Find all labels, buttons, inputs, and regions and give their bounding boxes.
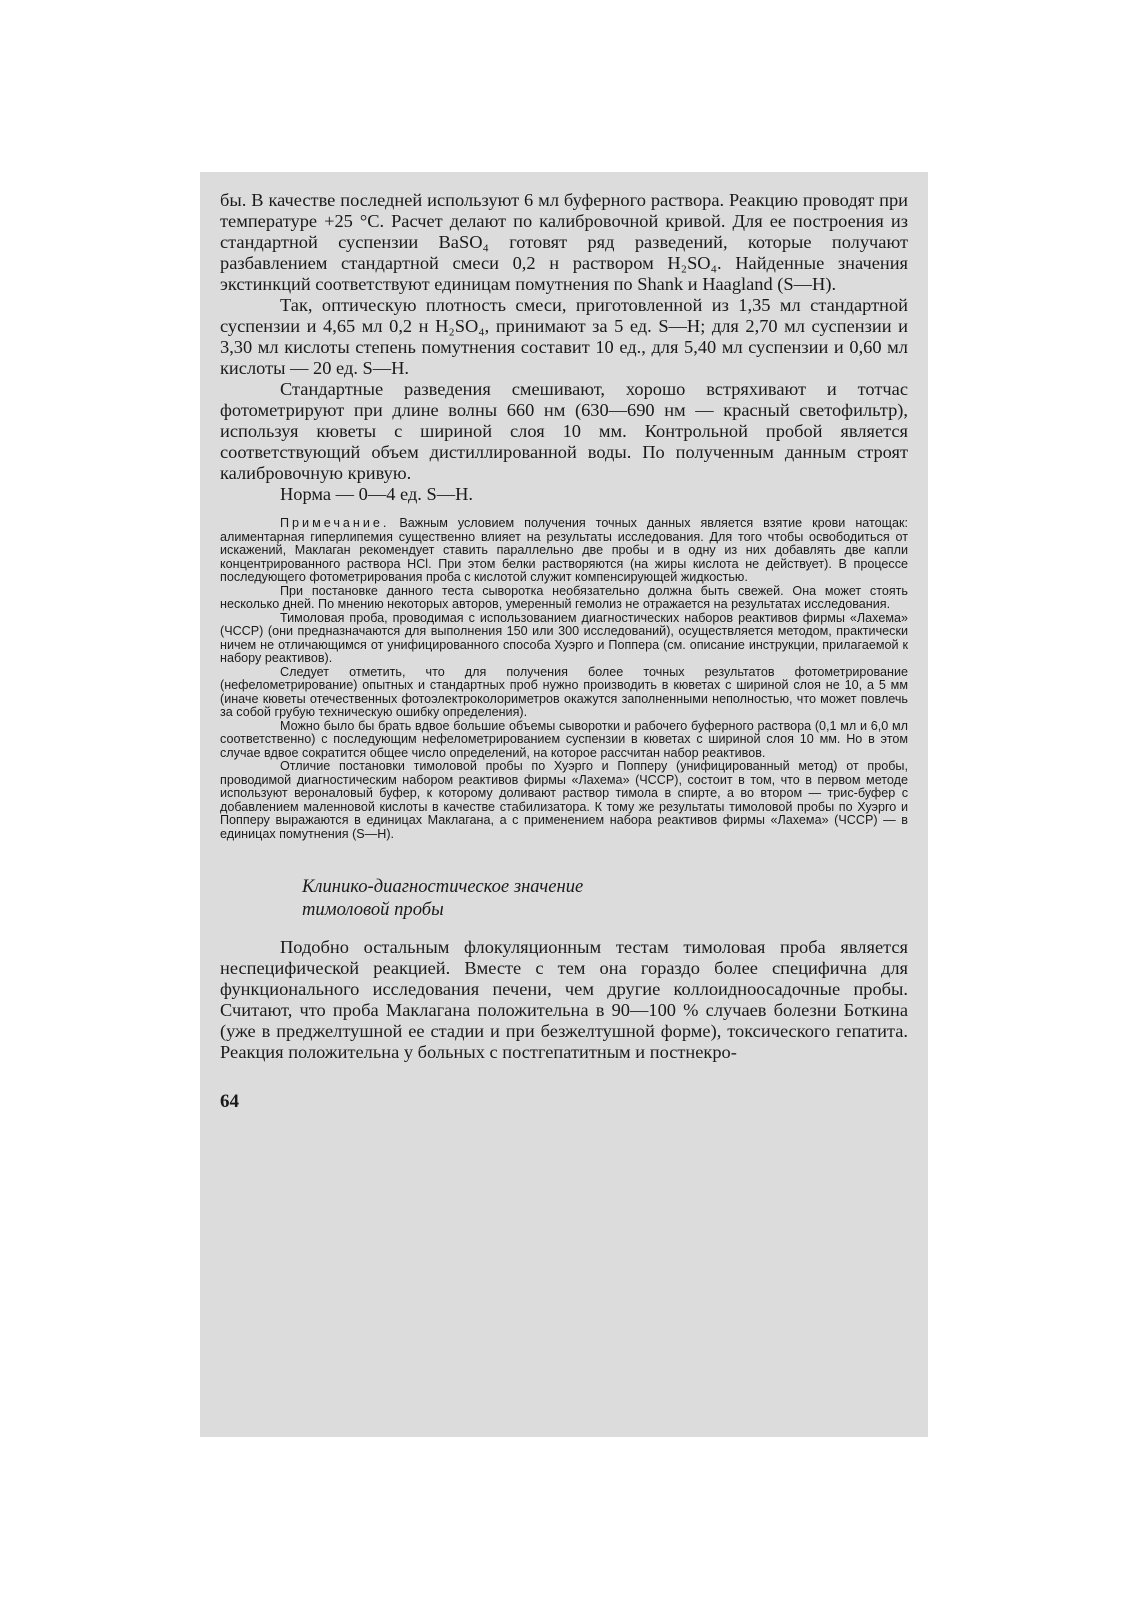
note-label: Примечание.	[280, 516, 390, 530]
paragraph-3: Стандартные разведения смешивают, хорошо встряхивают и тотчас фотометрируют при длине волны 660 нм (630—690 нм — красный светофильтр), используя кюветы с шириной слоя 10 мм. Контрольной пробой является соответствующий объем дистиллированной воды. По полученным данным строят калибровочную кривую.	[220, 379, 908, 483]
note-paragraph-6: Отличие постановки тимоловой пробы по Хуэрго и Попперу (унифицированный метод) от пробы, проводимой диагностическим набором реактивов фирмы «Лахема» (ЧССР), состоит в том, что в первом методе используют вероналовый буфер, к которому доливают раствор тимола в спирте, а во втором — трис-буфер с добавлением маленновой кислоты в качестве стабилизатора. К тому же результаты тимоловой пробы по Хуэрго и Попперу выражаются в единицах Маклагана, а с применением набора реактивов фирмы «Лахема» (ЧССР) — в единицах помутнения (S—H).	[220, 759, 908, 841]
body-section-top	[220, 190, 908, 505]
paragraph-2: Так, оптическую плотность смеси, приготовленной из 1,35 мл стандартной суспензии и 4,65 мл 0,2 н H₂SO₄, принимают за 5 ед. S—H; для 2,70 мл суспензии и 3,30 мл кислоты степень помутнения составит 10 ед., для 5,40 мл суспензии и 0,60 мл кислоты — 20 ед. S—H.	[220, 295, 908, 378]
note-paragraph-2: При постановке данного теста сыворотка необязательно должна быть свежей. Она может стоять несколько дней. По мнению некоторых авторов, умеренный гемолиз не отражается на результатах исследования.	[220, 583, 908, 611]
paragraph-clinical: Подобно остальным флокуляционным тестам тимоловая проба является неспецифической реакцией. Вместе с тем она гораздо более специфична для функционального исследования печени, чем другие коллоидноосадочные пробы. Считают, что проба Маклагана положительна в 90—100 % случаев болезни Боткина (уже в преджелтушной ее стадии и при безжелтушной форме), токсического гепатита. Реакция положительна у больных с постгепатитным и постнекро-	[220, 937, 908, 1062]
section-heading-line-2: тимоловой пробы	[302, 899, 444, 920]
paragraph-1: бы. В качестве последней используют 6 мл буферного раствора. Реакцию проводят при температуре +25 °С. Расчет делают по калибровочной кривой. Для ее построения из стандартной суспензии BaSO₄ готовят ряд разведений, которые получают разбавлением стандартной смеси 0,2 н раствором H₂SO₄. Найденные значения экстинкций соответствуют единицам помутнения по Shank и Haagland (S—H).	[220, 190, 908, 294]
section-heading-line-1: Клинико-диагностическое значение	[302, 876, 584, 897]
body-section-bottom	[220, 937, 908, 1063]
note-paragraph-5: Можно было бы брать вдвое большие объемы сыворотки и рабочего буферного раствора (0,1 мл и 6,0 мл соответственно) с последующим нефелометрированием суспензии в кюветах с шириной слоя 10 мм. Но в этом случае вдвое сократится общее число определений, на которое рассчитан набор реактивов.	[220, 718, 908, 760]
note-paragraph-4: Следует отметить, что для получения более точных результатов фотометрирование (нефелометрирование) опытных и стандартных проб нужно производить в кюветах с шириной слоя не 10, а 5 мм (иначе кюветы отечественных фотоэлектроколориметров окажутся заполненными неполностью, что может повлечь за собой грубую техническую ошибку определения).	[220, 664, 908, 719]
page-number: 64	[220, 1091, 239, 1112]
note-block	[220, 517, 908, 841]
section-heading	[302, 875, 908, 921]
note-paragraph-3: Тимоловая проба, проводимая с использованием диагностических наборов реактивов фирмы «Лахема» (ЧССР) (они предназначаются для выполнения 150 или 300 исследований), осуществляется методом, практически ничем не отличающимся от унифицированного способа Хуэрго и Поппера (см. описание инструкции, прилагаемой к набору реактивов).	[220, 610, 908, 665]
document-page	[200, 172, 928, 1437]
paragraph-norm: Норма — 0—4 ед. S—H.	[280, 484, 474, 504]
note-first-text: Важным условием получения точных данных является взятие крови натощак: алиментарная гиперлипемия существенно влияет на результаты исследования. Для того чтобы освободиться от искажений, Маклаган рекомендует ставить параллельно две пробы и в одну из них добавлять две капли концентрированного раствора HCl. При этом белки растворяются (на жиры кислота не действует). В процессе последующего фотометрирования проба с кислотой служит компенсирующей жидкостью.	[220, 516, 909, 584]
note-paragraph-1	[220, 517, 908, 585]
